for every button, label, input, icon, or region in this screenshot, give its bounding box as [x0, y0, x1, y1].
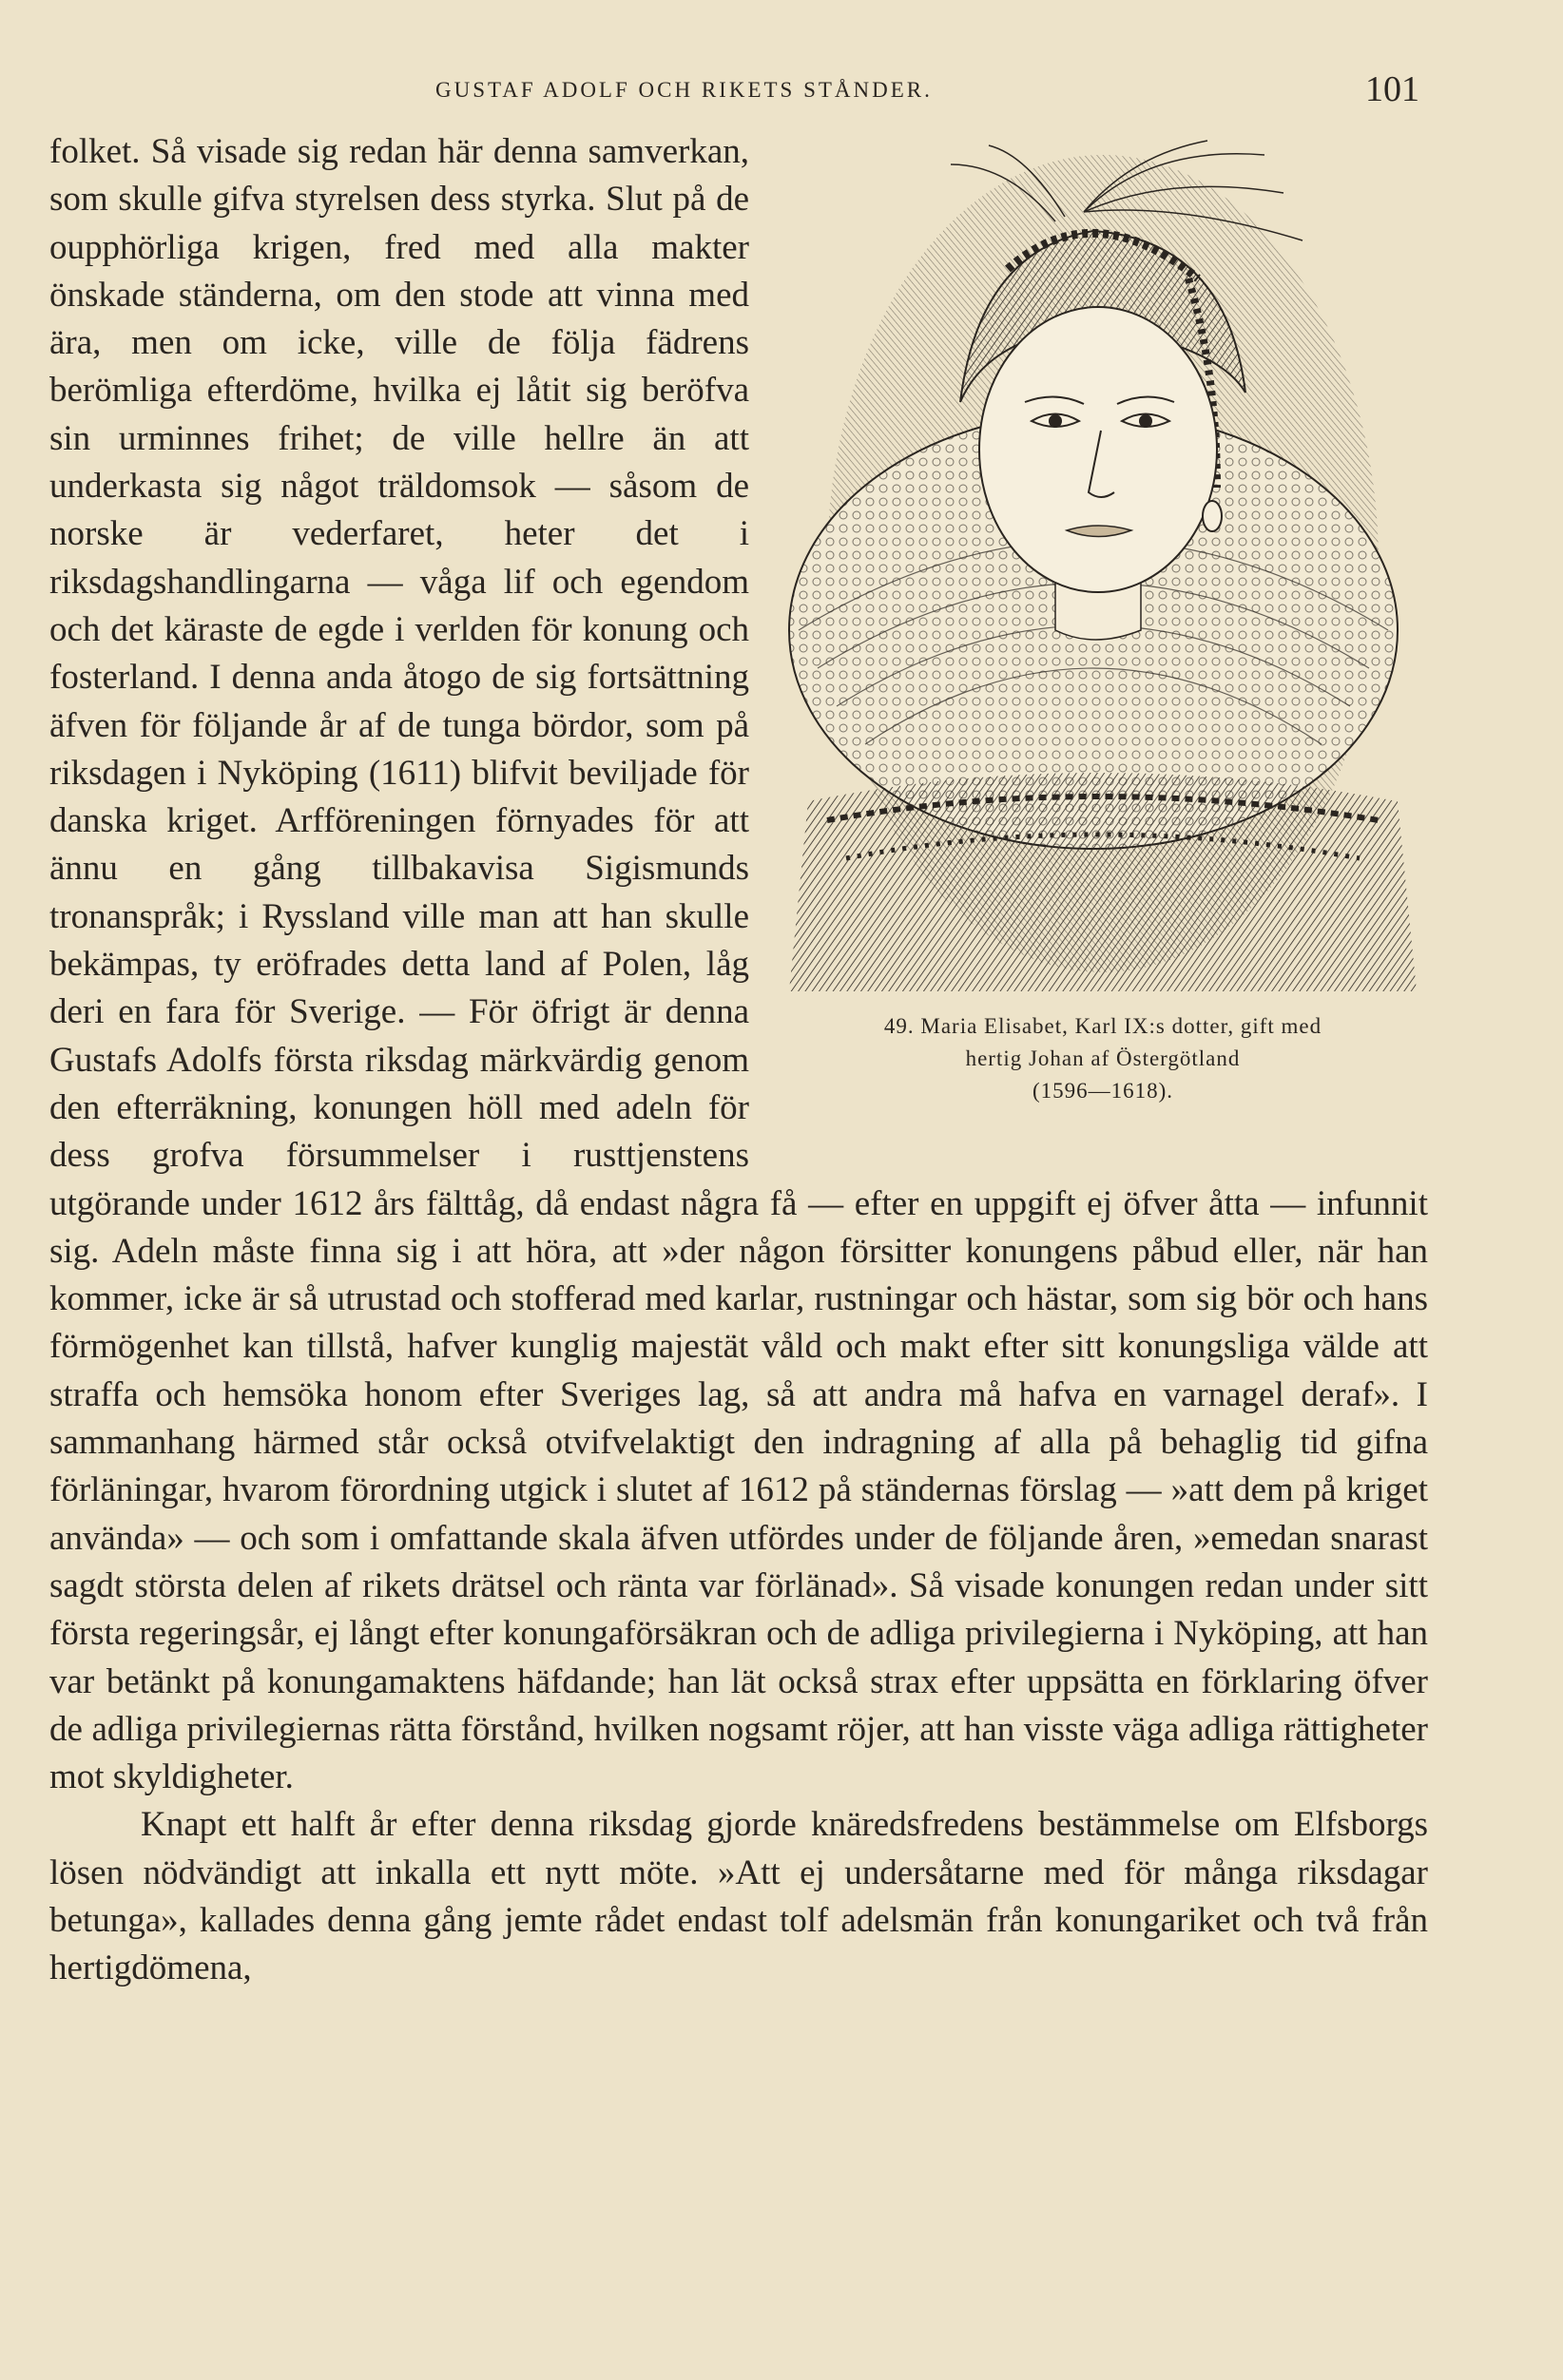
portrait-engraving	[770, 136, 1436, 991]
figure-caption	[770, 1010, 1436, 1107]
running-head-title: GUSTAF ADOLF OCH RIKETS STÅNDER.	[435, 78, 933, 102]
paragraph-2: Knapt ett halft år efter denna riksdag gjorde knäredsfredens bestämmelse om Elfsborgs lösen nödvändigt att inkalla ett nytt möte. »Att ej undersåtarne med för många riksdagar betunga», kallades denna gång jemte rådet endast tolf adelsmän från konungariket och två från hertigdömena,	[49, 1805, 1428, 1988]
body-text	[49, 128, 1428, 1993]
portrait-figure	[770, 136, 1436, 1162]
caption-line-2: hertig Johan af Östergötland	[965, 1046, 1241, 1070]
page-number: 101	[1365, 69, 1419, 109]
caption-line-1: 49. Maria Elisabet, Karl IX:s dotter, gift med	[883, 1014, 1322, 1038]
running-head	[0, 68, 1563, 116]
paragraph-1: folket. Så visade sig redan här denna samverkan, som skulle gifva styrelsen dess styrka. Slut på de oupphörliga krigen, fred med alla makter önskade ständerna, om den stode att vinna med ära, men om icke, ville de följa fädrens berömliga efterdöme, hvilka ej låtit sig beröfva sin urminnes frihet; de ville hellre än att underkasta sig något träldomsok — såsom de norske är vederfaret, heter det i riksdagshandlingarna — våga lif och egendom och det käraste de egde i verlden för konung och fosterland. I denna anda åtogo de sig fortsättning äfven för följande år af de tunga bördor, som på riksdagen i Nyköping (1611) blifvit beviljade för danska kriget. Arfföreningen förnyades för att ännu en gång tillbakavisa Sigismunds tronanspråk; i Ryssland ville man att han skulle bekämpas, ty eröfrades detta land af Polen, låg deri en fara för Sverige. — För öfrigt är denna Gustafs Adolfs första riksdag märkvärdig genom den efterräkning, konungen höll med adeln för dess grofva försummelser i rusttjenstens utgörande under 1612 års fälttåg, då endast några få — efter en uppgift ej öfver åtta — infunnit sig. Adeln måste finna sig i att höra, att »der någon försitter konungens påbud eller, när han kommer, icke är så utrustad och stofferad med karlar, rustningar och hästar, som sig bör och hans förmögenhet kan tillstå, hafver kunglig majestät våld och makt efter sitt konungsliga välde att straffa och hemsöka honom efter Sveriges lag, så att andra må hafva en varnagel deraf». I sammanhang härmed står också otvifvelaktigt den indragning af alla på behaglig tid gifna förläningar, hvarom förordning utgick i slutet af 1612 på ständernas förslag — »att dem på kriget använda» — och som i omfattande skala äfven utfördes under de följande åren, »emedan snarast sagdt största delen af rikets drätsel och ränta var förlänad». Så visade konungen redan under sitt första regeringsår, ej långt efter konungaförsäkran och de adliga privilegierna i Nyköping, att han var betänkt på konungamaktens häfdande; han lät också strax efter uppsätta en förklaring öfver de adliga privilegiernas rätta förstånd, hvilken nogsamt röjer, att han visste väga adliga rättigheter mot skyldigheter.	[49, 132, 1428, 1797]
caption-line-3: (1596—1618).	[1032, 1079, 1174, 1103]
